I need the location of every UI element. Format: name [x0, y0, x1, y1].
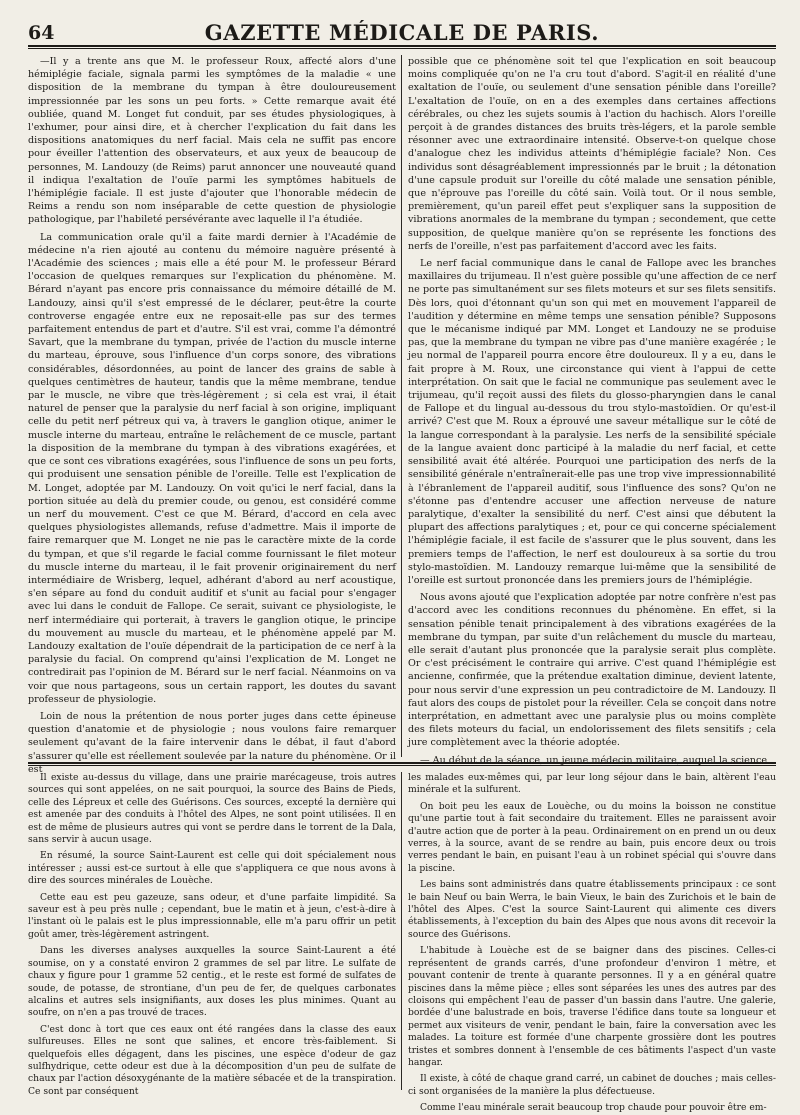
feuilleton-right-column	[408, 772, 776, 1114]
paragraph: Comme l'eau minérale serait beaucoup trop chaude pour pouvoir être em-	[420, 1102, 767, 1114]
page-header	[28, 14, 776, 48]
upper-right-column	[408, 55, 776, 766]
paragraph: Il existe au-dessus du village, dans une prairie marécageuse, trois autres sources qui sont appelées, on ne sait pourquoi, la source des Bains de Pieds, celle des Lépreux et celle des Guérisons. Ces sources, excepté la dernière qui est amenée par des conduits à l'hôtel des Alpes, ne sont point utilisées. Il en est de même de plusieurs autres qui vont se perdre dans le torrent de la Dala, sans servir à aucun usage.	[28, 772, 396, 846]
paragraph: les malades eux-mêmes qui, par leur long séjour dans le bain, altèrent l'eau minérale et la sulfurent.	[408, 772, 776, 796]
paragraph: possible que ce phénomène soit tel que l'explication en soit beaucoup moins compliquée qu'on ne l'a cru tout d'abord. S'agit-il en réalité d'une exaltation de l'ouïe, ou seulement d'une sensation pénible dans l'oreille? L'exaltation de l'ouïe, on en a des exemples dans certaines affections cérébrales, ou chez les sujets soumis à l'action du hachisch. Alors l'oreille perçoit à de grandes distances des bruits très-légers, et la parole semble résonner avec une extraordinaire intensité. Observe-t-on quelque chose d'analogue chez les individus atteints d'hémiplégie faciale? Non. Ces individus sont désagréablement impressionnés par le bruit ; la détonation d'une capsule produit sur l'oreille du côté malade une sensation pénible, que n'éprouve pas l'oreille du côté sain. Voilà tout. Or il nous semble, premièrement, qu'un pareil effet peut s'expliquer sans la supposition de vibrations anormales de la membrane du tympan ; secondement, que cette supposition, de quelque manière qu'on se représente les fonctions des nerfs de l'oreille, n'est pas parfaitement d'accord avec les faits.	[408, 56, 776, 252]
paragraph: Il existe, à côté de chaque grand carré, un cabinet de douches ; mais celles-ci sont organisées de la manière la plus défectueuse.	[408, 1073, 776, 1097]
feuilleton-rule	[28, 762, 776, 764]
paragraph: —Il y a trente ans que M. le professeur Roux, affecté alors d'une hémiplégie faciale, signala parmi les symptômes de la maladie « une disposition de la membrane du tympan à être douloureusement impressionnée par les sons un peu forts. » Cette remarque avait été oubliée, quand M. Longet fut conduit, par ses études physiologiques, à l'exhumer, pour ainsi dire, et à chercher l'explication du fait dans les dispositions anatomiques du nerf facial. Mais cela ne suffit pas encore pour éveiller l'attention des observateurs, et aux yeux de beaucoup de personnes, M. Landouzy (de Reims) parut annoncer une nouveauté quand il indiqua l'exaltation de l'ouïe parmi les symptômes habituels de l'hémiplégie faciale. Il est juste d'ajouter que l'honorable médecin de Reims a rendu son nom inséparable de cette question de physiologie pathologique, par l'habileté persévérante avec laquelle il l'a étudiée.	[28, 56, 396, 226]
header-rule	[28, 45, 776, 47]
upper-left-column	[28, 55, 396, 775]
column-divider	[401, 55, 402, 757]
page-number: 64	[28, 22, 55, 44]
paragraph: — Au début de la séance, un jeune médecin militaire, auquel la science	[420, 754, 768, 766]
feuilleton-rule-thin	[28, 765, 776, 766]
paragraph: Nous avons ajouté que l'explication adoptée par notre confrère n'est pas d'accord avec les conditions reconnues du phénomène. En effet, si la sensation pénible tenait principalement à des vibrations exagérées de la membrane du tympan, par suite d'un relâchement du muscle du marteau, elle serait d'autant plus prononcée que la paralysie serait plus complète. Or c'est précisément le contraire qui arrive. C'est quand l'hémiplégie est ancienne, confirmée, que la prétendue exaltation diminue, devient latente, pour nous servir d'une expression un peu contradictoire de M. Landouzy. Il faut alors des coups de pistolet pour la réveiller. Cela se conçoit dans notre interprétation, en admettant avec une paralysie plus ou moins complète des filets moteurs du facial, un endolorissement des filets sensitifs ; cela jure complètement avec la théorie adoptée.	[408, 592, 776, 749]
masthead-title: GAZETTE MÉDICALE DE PARIS.	[204, 20, 600, 45]
paragraph: En résumé, la source Saint-Laurent est celle qui doit spécialement nous intéresser ; aussi est-ce surtout à elle que s'appliquera ce que nous avons à dire des sources minérales de Louèche.	[28, 850, 396, 887]
paragraph: Dans les diverses analyses auxquelles la source Saint-Laurent a été soumise, on y a constaté environ 2 grammes de sel par litre. Le sulfate de chaux y figure pour 1 gramme 52 centig., et le reste est formé de sulfates de soude, de potasse, de strontiane, d'un peu de fer, de quelques carbonates alcalins et autres sels insignifiants, aux doses les plus minimes. Quant au soufre, on n'en a pas trouvé de traces.	[28, 945, 396, 1019]
paragraph: On boit peu les eaux de Louèche, ou du moins la boisson ne constitue qu'une partie tout à fait secondaire du traitement. Elles ne paraissent avoir d'autre action que de porter à la peau. Ordinairement on en prend un ou deux verres, à la source, avant de se rendre au bain, puis encore deux ou trois verres pendant le bain, en puisant l'eau à un robinet spécial qui s'ouvre dans la piscine.	[408, 800, 776, 874]
paragraph: L'habitude à Louèche est de se baigner dans des piscines. Celles-ci représentent de grands carrés, d'une profondeur d'environ 1 mètre, et pouvant contenir de trente à quarante personnes. Il y a en général quatre piscines dans la même pièce ; elles sont séparées les unes des autres par des cloisons qui empêchent l'eau de passer d'un bassin dans l'autre. Une galerie, bordée d'une balustrade en bois, traverse l'édifice dans toute sa longueur et permet aux visiteurs de venir, pendant le bain, faire la conversation avec les malades. La toiture est formée d'une charpente grossière dont les poutres tristes et sombres donnent à l'ensemble de ces bâtiments l'aspect d'un vaste hangar.	[408, 945, 776, 1068]
paragraph: Le nerf facial communique dans le canal de Fallope avec les branches maxillaires du trijumeau. Il n'est guère possible qu'une affection de ce nerf ne porte pas simultanément sur ses filets moteurs et sur ses filets sensitifs. Dès lors, quoi d'étonnant qu'un son qui met en mouvement l'appareil de l'audition y détermine en même temps une sensation pénible? Supposons que le mécanisme indiqué par MM. Longet et Landouzy ne se produise pas, que la membrane du tympan ne vibre pas d'une manière exagérée ; le jeu normal de l'appareil pourra encore être douloureux. Il y a eu, dans le fait propre à M. Roux, une circonstance qui vient à l'appui de cette interprétation. On sait que le facial ne communique pas seulement avec le trijumeau, qu'il reçoit aussi des filets du glosso-pharyngien dans le canal de Fallope et du lingual au-dessous du trou stylo-mastoïdien. Or qu'est-il arrivé? C'est que M. Roux a éprouvé une saveur métallique sur le côté de la langue correspondant à la paralysie. Les nerfs de la sensibilité spéciale de la langue avaient donc participé à la maladie du nerf facial, et cette sensibilité avait été altérée. Pourquoi une participation des nerfs de la sensibilité générale n'entraînerait-elle pas une trop vive impressionnabilité à l'ébranlement de l'appareil auditif, sous l'influence des sons? Qu'on ne s'étonne pas d'entendre accuser une affection nerveuse de nature paralytique, d'exalter la sensibilité du nerf. C'est ainsi que débutent la plupart des affections paralytiques ; et, pour ce qui concerne spécialement l'hémiplégie faciale, il est facile de s'assurer que le plus souvent, dans les premiers temps de l'affection, le nerf est douloureux à sa sortie du trou stylo-mastoïdien. M. Landouzy remarque lui-même que la sensibilité de l'oreille est surtout prononcée dans les premiers jours de l'hémiplégie.	[408, 258, 776, 586]
feuilleton-left-column	[28, 772, 396, 1097]
paragraph: C'est donc à tort que ces eaux ont été rangées dans la classe des eaux sulfureuses. Elles ne sont que salines, et encore très-faiblement. Si quelquefois elles dégagent, dans les piscines, une espèce d'odeur de gaz sulfhydrique, cette odeur est due à la décomposition d'un peu de sulfate de chaux par l'action désoxygénante de la matière sébacée et de la transpiration. Ce sont par conséquent	[28, 1023, 396, 1097]
paragraph: Loin de nous la prétention de nous porter juges dans cette épineuse question d'anatomie et de physiologie ; nous voulons faire remarquer seulement qu'avant de la faire intervenir dans le débat, il faut d'abord s'assurer qu'elle est réellement soulevée par la nature du phénomène. Or il est	[28, 710, 396, 775]
paragraph: La communication orale qu'il a faite mardi dernier à l'Académie de médecine n'a rien ajouté au contenu du mémoire naguère présenté à l'Académie des sciences ; mais elle a été pour M. le professeur Bérard l'occasion de quelques remarques sur l'explication du phénomène. M. Bérard n'ayant pas encore pris connaissance du mémoire détaillé de M. Landouzy, ainsi qu'il s'est empressé de le déclarer, peut-être la courte controverse engagée entre eux ne reposait-elle pas sur des termes parfaitement entendus de part et d'autre. S'il est vrai, comme l'a démontré Savart, que la membrane du tympan, privée de l'action du muscle interne du marteau, éprouve, sous l'influence d'un corps sonore, des vibrations considérables, désordonnées, au point de lancer des grains de sable à quelques centimètres de hauteur, tandis que la même membrane, tendue par le muscle, ne vibre que très-légèrement ; si cela est vrai, il était naturel de penser que la paralysie du nerf facial à son origine, impliquant celle du petit nerf pétreux qui va, à travers le ganglion otique, animer le muscle interne du marteau, entraîne le relâchement de ce muscle, partant la disposition de la membrane du tympan à des vibrations exagérées, et que ce sont ces vibrations exagérées, sous l'influence de sons un peu forts, qui produisent une sensation pénible de l'oreille. Telle est l'explication de M. Longet, adoptée par M. Landouzy. On voit qu'ici le nerf facial, dans la portion située au delà du premier coude, ou genou, est considéré comme un nerf du mouvement. C'est ce que M. Bérard, d'accord en cela avec quelques physiologistes allemands, refuse d'admettre. Mais il importe de faire remarquer que M. Longet ne nie pas le caractère mixte de la corde du tympan, et que s'il regarde le facial comme fournissant le filet moteur du muscle interne du marteau, il le fait provenir originairement du nerf intermédiaire de Wrisberg, lequel, adhérant d'abord au nerf acoustique, s'en sépare au fond du conduit auditif et s'unit au facial pour s'engager avec lui dans le conduit de Fallope. Ce serait, suivant ce physiologiste, le nerf intermédiaire qui porterait, à travers le ganglion otique, le principe du mouvement au muscle du marteau, et le phénomène appelé par M. Landouzy exaltation de l'ouïe dépendrait de la participation de ce nerf à la paralysie du facial. On comprend qu'ainsi l'explication de M. Longet ne contredirait pas l'opinion de M. Bérard sur le nerf facial. Néanmoins on va voir que nous partageons, sous un certain rapport, les doutes du savant professeur de physiologie.	[28, 231, 396, 705]
paragraph: Les bains sont administrés dans quatre établissements principaux : ce sont le bain Neuf ou bain Werra, le bain Vieux, le bain des Zurichois et le bain de l'hôtel des Alpes. C'est la source Saint-Laurent qui alimente ces divers établissements, à l'exception du bain des Alpes que nous avons dit recevoir la source des Guérisons.	[408, 879, 776, 940]
header-rule-thin	[28, 48, 776, 49]
column-divider	[401, 772, 402, 1090]
paragraph: Cette eau est peu gazeuze, sans odeur, et d'une parfaite limpidité. Sa saveur est à peu près nulle ; cependant, bue le matin et à jeun, c'est-à-dire à l'instant où le palais est le plus impressionnable, elle m'a paru offrir un petit goût amer, très-légèrement astringent.	[28, 891, 396, 940]
